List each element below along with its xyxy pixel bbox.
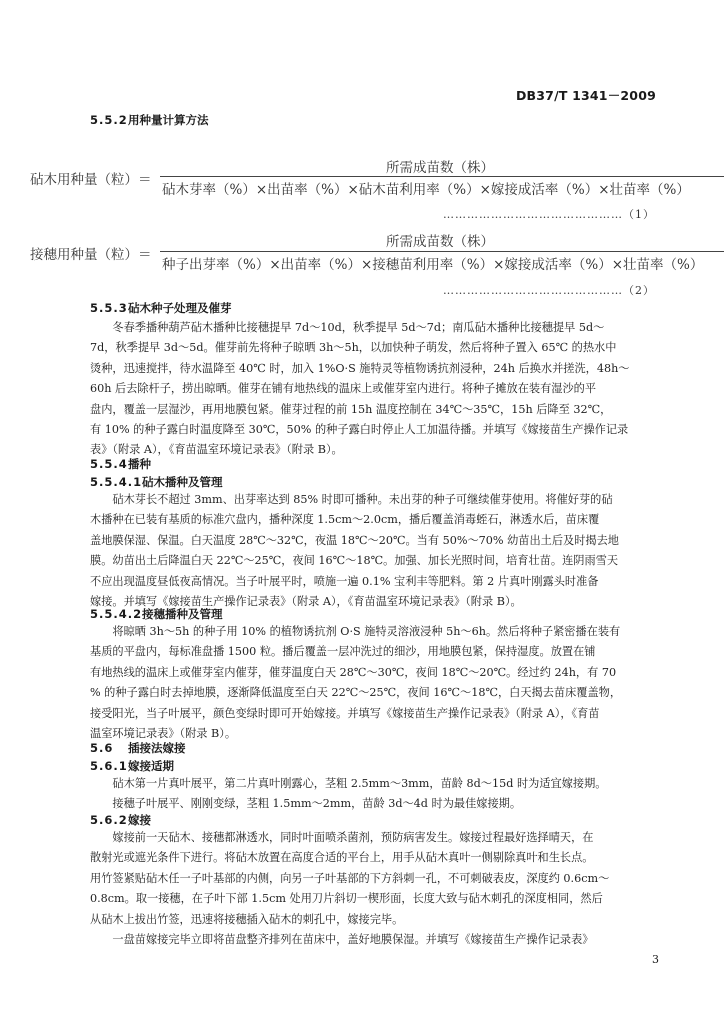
section-title: 用种量计算方法 bbox=[128, 113, 209, 127]
text-line: 接受阳光，当子叶展平，颜色变绿时即可开始嫁接。并填写《嫁接苗生产操作记录表》（附录 A），《育苗 bbox=[90, 706, 600, 720]
formula-1-label: 砧木用种量（粒）＝ bbox=[30, 172, 152, 188]
text-line: 烫种，迅速搅拌，待水温降至 40℃ 时，加入 1%O·S 施特灵等植物诱抗剂浸种，24h 后换水并搓洗，48h～ bbox=[90, 361, 630, 375]
text-line: 砧木芽长不超过 3mm、出芽率达到 85% 时即可播种。未出芽的种子可继续催芽使用。将催好芽的砧 bbox=[90, 493, 613, 506]
section-number: 5.6 bbox=[90, 741, 114, 755]
text-line: 将晾晒 3h～5h 的种子用 10% 的植物诱抗剂 O·S 施特灵溶液浸种 5h～6h。然后将种子紧密播在装有 bbox=[90, 625, 621, 638]
formula-2-label: 接穗用种量（粒）＝ bbox=[30, 247, 152, 263]
section-title: 接穗播种及管理 bbox=[142, 607, 223, 621]
document-code: DB37/T 1341－2009 bbox=[515, 88, 656, 103]
formula-2-fraction-line bbox=[160, 251, 724, 252]
section-number: 5.6.2 bbox=[90, 813, 128, 827]
text-line: 0.8cm。取一接穗，在子叶下部 1.5cm 处用刀片斜切一楔形面，长度大致与砧木刺孔的深度相同，然后 bbox=[90, 892, 603, 906]
paragraph-5-5-4-2 bbox=[90, 622, 662, 744]
section-title: 插接法嫁接 bbox=[128, 741, 186, 755]
section-number: 5.5.4.2 bbox=[90, 607, 143, 621]
section-number: 5.5.4 bbox=[90, 457, 128, 471]
text-line: % 的种子露白时去掉地膜，逐渐降低温度至白天 22℃～25℃，夜间 16℃～18℃，白天揭去苗床覆盖物， bbox=[90, 686, 622, 700]
section-title: 播种 bbox=[128, 457, 151, 471]
text-line: 基质的平盘内，每标准盘播 1500 粒。播后覆盖一层冲洗过的细沙，用地膜包紧，保持湿度。放置在铺 bbox=[90, 645, 596, 659]
formula-1-fraction-line bbox=[160, 176, 724, 177]
paragraph-5-5-3 bbox=[90, 318, 662, 461]
text-line: 用竹签紧贴砧木任一子叶基部的内侧，向另一子叶基部的下方斜刺一孔，不可刺破表皮，深度约 0.6cm～ bbox=[90, 871, 610, 885]
paragraph-5-6-2 bbox=[90, 828, 662, 950]
section-number: 5.5.2 bbox=[90, 113, 128, 127]
section-title: 砧木播种及管理 bbox=[142, 475, 223, 489]
text-line: 一盘苗嫁接完毕立即将苗盘整齐排列在苗床中，盖好地膜保湿。并填写《嫁接苗生产操作记录表》 bbox=[90, 933, 594, 947]
formula-2-number: ………………………………………（2） bbox=[443, 284, 655, 297]
text-line: 嫁接。并填写《嫁接苗生产操作记录表》（附录 A），《育苗温室环境记录表》（附录 B）。 bbox=[90, 595, 522, 609]
text-line: 盘内，覆盖一层湿沙，再用地膜包紧。催芽过程的前 15h 温度控制在 34℃～35℃，15h 后降至 32℃， bbox=[90, 402, 612, 416]
section-heading-5-6-1 bbox=[90, 758, 174, 774]
section-heading-5-5-4 bbox=[90, 456, 151, 472]
text-line: 不应出现温度昼低夜高情况。当子叶展平时，喷施一遍 0.1% 宝利丰等肥料。第 2 片真叶刚露头时准备 bbox=[90, 574, 599, 588]
text-line: 表》（附录 A），《育苗温室环境记录表》（附录 B）。 bbox=[90, 443, 343, 457]
paragraph-5-6-1 bbox=[90, 774, 662, 815]
text-line: 从砧木上拔出竹签，迅速将接穗插入砧木的刺孔中，嫁接完毕。 bbox=[90, 912, 404, 926]
text-line: 7d，秋季提早 3d～5d。催芽前先将种子晾晒 3h～5h，以加快种子萌发，然后将种子置入 65℃ 的热水中 bbox=[90, 341, 617, 355]
section-title: 嫁接 bbox=[128, 813, 151, 827]
section-title: 嫁接适期 bbox=[128, 759, 174, 773]
text-line: 木播种在已装有基质的标准穴盘内，播种深度 1.5cm～2.0cm，播后覆盖消毒蛭石，淋透水后，苗床覆 bbox=[90, 513, 600, 527]
text-line: 有 10% 的种子露白时温度降至 30℃，50% 的种子露白时停止人工加温待播。并填写《嫁接苗生产操作记录 bbox=[90, 423, 629, 437]
page-number: 3 bbox=[652, 953, 659, 966]
text-line: 有地热线的温床上或催芽室内催芽，催芽温度白天 28℃～30℃，夜间 18℃～20℃。经过约 24h，有 70 bbox=[90, 665, 617, 679]
text-line: 盖地膜保湿、保温。白天温度 28℃～32℃，夜温 18℃～20℃。当有 50%～70% 幼苗出土后及时揭去地 bbox=[90, 533, 619, 547]
section-number: 5.6.1 bbox=[90, 759, 128, 773]
text-line: 接穗子叶展平、刚刚变绿，茎粗 1.5mm～2mm，苗龄 3d～4d 时为最佳嫁接期。 bbox=[90, 797, 522, 811]
text-line: 砧木第一片真叶展平，第二片真叶刚露心，茎粗 2.5mm～3mm，苗龄 8d～15d 时为适宜嫁接期。 bbox=[90, 777, 607, 790]
formula-2-numerator: 所需成苗数（株） bbox=[386, 234, 494, 250]
text-line: 60h 后去除杆子，捞出晾晒。催芽在铺有地热线的温床上或催芽室内进行。将种子摊放在装有湿沙的平 bbox=[90, 382, 597, 396]
section-title: 砧木种子处理及催芽 bbox=[128, 301, 232, 315]
text-line: 嫁接前一天砧木、接穗都淋透水，同时叶面喷杀菌剂，预防病害发生。嫁接过程最好选择晴天，在 bbox=[90, 831, 594, 844]
formula-2-denominator: 种子出芽率（%）×出苗率（%）×接穗苗利用率（%）×嫁接成活率（%）×壮苗率（%） bbox=[162, 257, 704, 273]
text-line: 冬春季播种葫芦砧木播种比接穗提早 7d～10d，秋季提早 5d～7d；南瓜砧木播种比接穗提早 5d～ bbox=[90, 321, 605, 334]
formula-1-numerator: 所需成苗数（株） bbox=[386, 160, 494, 176]
section-heading-5-5-3 bbox=[90, 300, 232, 316]
section-number: 5.5.4.1 bbox=[90, 475, 143, 489]
paragraph-5-5-4-1 bbox=[90, 490, 662, 612]
text-line: 散射光或遮光条件下进行。将砧木放置在高度合适的平台上，用手从砧木真叶一侧剔除真叶和生长点。 bbox=[90, 851, 594, 865]
section-heading-5-6 bbox=[90, 740, 186, 756]
section-number: 5.5.3 bbox=[90, 301, 128, 315]
section-heading-5-6-2 bbox=[90, 812, 151, 828]
formula-1-denominator: 砧木芽率（%）×出苗率（%）×砧木苗利用率（%）×嫁接成活率（%）×壮苗率（%） bbox=[162, 182, 690, 198]
text-line: 温室环境记录表》（附录 B）。 bbox=[90, 727, 237, 741]
section-heading-5-5-2 bbox=[90, 112, 209, 128]
section-heading-5-5-4-2 bbox=[90, 606, 223, 622]
formula-1-number: ………………………………………（1） bbox=[443, 208, 655, 221]
text-line: 膜。幼苗出土后降温白天 22℃～25℃，夜间 16℃～18℃。加强、加长光照时间，培育壮苗。连阴雨雪天 bbox=[90, 554, 619, 568]
section-heading-5-5-4-1 bbox=[90, 474, 223, 490]
